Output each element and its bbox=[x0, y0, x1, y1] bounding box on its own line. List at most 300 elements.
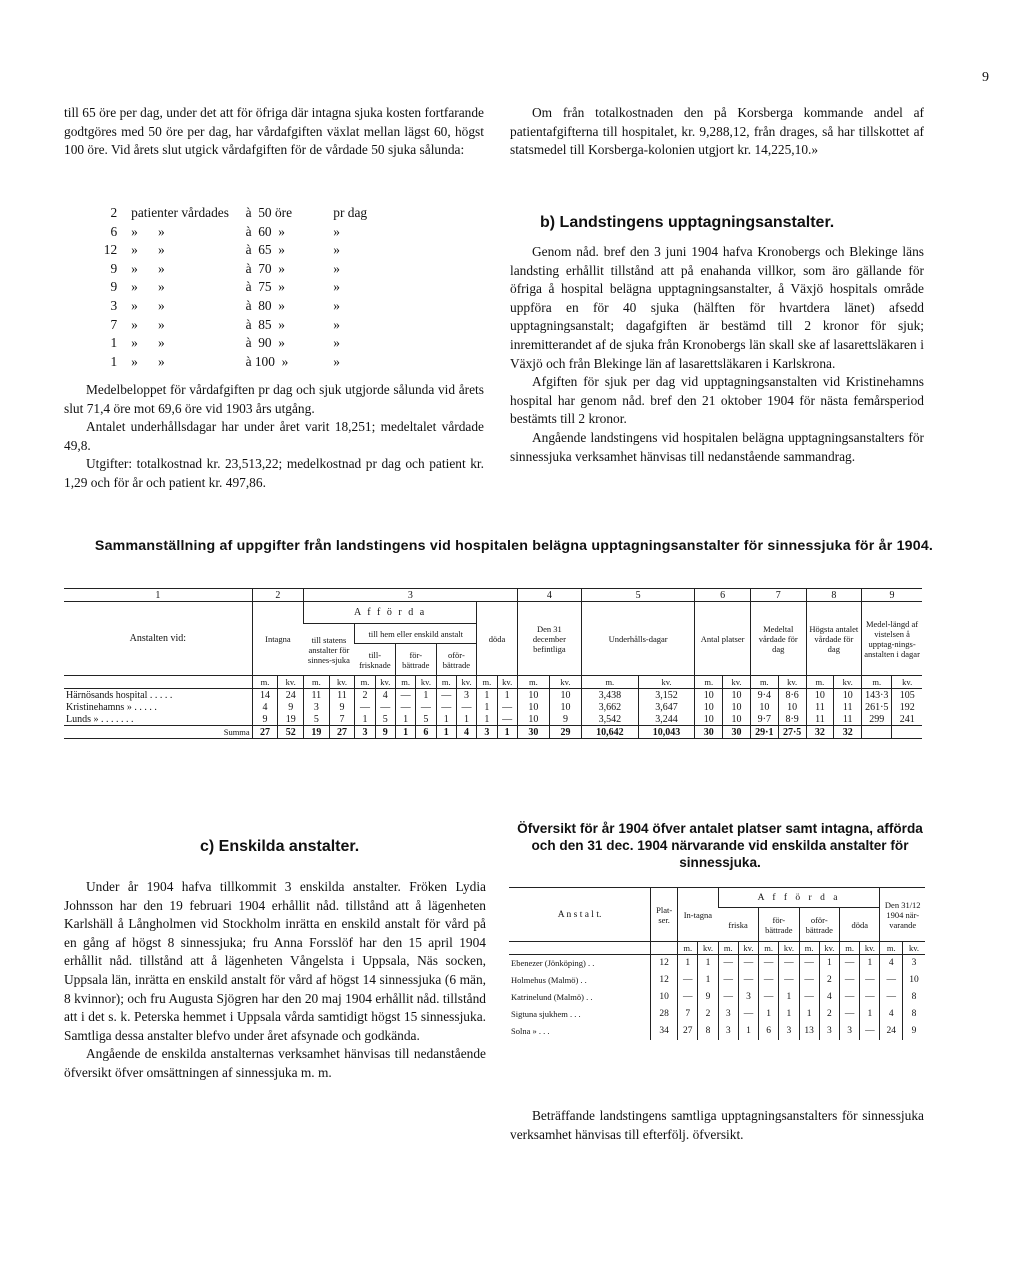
cell: 6 bbox=[759, 1023, 779, 1040]
mk-kv: kv. bbox=[375, 676, 395, 689]
cell: 4 bbox=[880, 1006, 902, 1023]
row-name bbox=[509, 972, 651, 989]
cell: 3 bbox=[779, 1023, 799, 1040]
institution-name: Sigtuna sjukhem bbox=[511, 1009, 568, 1019]
care-label: » » bbox=[131, 223, 165, 239]
mk-kv: kv. bbox=[738, 942, 758, 955]
t2-header-platser: Plat-ser. bbox=[651, 888, 678, 942]
cell: 10 bbox=[778, 701, 806, 713]
mk-kv: kv. bbox=[638, 676, 695, 689]
summa-cell bbox=[862, 726, 892, 739]
cell: 1 bbox=[698, 972, 718, 989]
cell: — bbox=[416, 701, 436, 713]
colnum-4: 4 bbox=[517, 589, 581, 602]
cell: 27 bbox=[678, 1023, 698, 1040]
summa-cell: 1 bbox=[497, 726, 517, 739]
table2-title: Öfversikt för år 1904 öfver antalet platser samt intagna, afförda och den 31 dec. 1904 närvarande vid enskilda anstalter för sinnessjuka. bbox=[517, 821, 923, 870]
leader-dots: . . bbox=[587, 958, 595, 969]
mk-kv: kv. bbox=[779, 942, 799, 955]
hospital-name: Kristinehamns » bbox=[66, 701, 132, 713]
care-label: » » bbox=[131, 335, 165, 351]
cell: 3,244 bbox=[638, 713, 695, 726]
mk-kv: kv. bbox=[902, 942, 925, 955]
care-rate: à 80 » bbox=[245, 297, 285, 313]
summa-cell: 6 bbox=[416, 726, 436, 739]
cell: 1 bbox=[355, 713, 375, 726]
summa-cell: 30 bbox=[723, 726, 751, 739]
care-unit: » bbox=[333, 297, 340, 313]
cell: 11 bbox=[806, 713, 834, 726]
cell: — bbox=[840, 989, 860, 1006]
header-doda: döda bbox=[477, 602, 518, 676]
cell: 8 bbox=[902, 1006, 925, 1023]
leader-dots: . . . . . . . bbox=[101, 713, 134, 725]
cell: — bbox=[860, 989, 880, 1006]
cell: — bbox=[718, 972, 738, 989]
leader-dots: . . . bbox=[538, 1026, 550, 1036]
cell: 1 bbox=[456, 713, 476, 726]
t2-header-den31: Den 31/12 1904 när-varande bbox=[880, 888, 925, 942]
care-row bbox=[100, 353, 400, 372]
cell: — bbox=[355, 701, 375, 713]
cell: 2 bbox=[819, 972, 839, 989]
summa-cell: 30 bbox=[695, 726, 723, 739]
colnum-8: 8 bbox=[806, 589, 862, 602]
cell: 1 bbox=[779, 989, 799, 1006]
care-count: 2 bbox=[110, 205, 118, 220]
angaende2-paragraph: Angående de enskilda anstalternas verksamhet hänvisas till nedanstående öfversikt öfver omsättningen af sinnessjuka m. m. bbox=[64, 1046, 486, 1080]
angaende-paragraph: Angående landstingens vid hospitalen belägna upptagningsanstalters för sinnessjuka verksamhet hänvisas till nedanstående sammandrag. bbox=[510, 429, 924, 464]
summa-cell: 10,043 bbox=[638, 726, 695, 739]
cell: 3 bbox=[738, 989, 758, 1006]
care-row bbox=[100, 223, 400, 242]
right-column-bottom bbox=[510, 1107, 924, 1144]
cell: 9·4 bbox=[750, 689, 778, 702]
cell: 11 bbox=[834, 701, 862, 713]
cell: — bbox=[738, 972, 758, 989]
cell: 10 bbox=[723, 689, 751, 702]
cell: 19 bbox=[278, 713, 304, 726]
cell: 3,152 bbox=[638, 689, 695, 702]
cell: — bbox=[799, 955, 819, 972]
summa-cell: 4 bbox=[456, 726, 476, 739]
header-oforbattrade: oför-bättrade bbox=[436, 644, 477, 676]
care-unit: » bbox=[333, 260, 340, 276]
cell: 2 bbox=[698, 1006, 718, 1023]
cell: 3 bbox=[819, 1023, 839, 1040]
cell: 1 bbox=[477, 689, 497, 702]
left-column-mid bbox=[64, 381, 484, 493]
care-count: 9 bbox=[110, 260, 118, 276]
cell: 5 bbox=[416, 713, 436, 726]
places-cell: 12 bbox=[651, 972, 678, 989]
cell: 1 bbox=[819, 955, 839, 972]
cell: 3,542 bbox=[581, 713, 638, 726]
table-row bbox=[509, 972, 925, 989]
summa-cell: 29 bbox=[549, 726, 581, 739]
t2-header-oforb: oför-bättrade bbox=[799, 908, 839, 942]
cell: — bbox=[880, 972, 902, 989]
header-hogsta: Högsta antalet vårdade för dag bbox=[806, 602, 862, 676]
cell: — bbox=[395, 689, 415, 702]
institution-name: Solna » bbox=[511, 1026, 537, 1036]
table1-mk-row bbox=[64, 676, 922, 689]
cell: 10 bbox=[695, 689, 723, 702]
mk-m: m. bbox=[759, 942, 779, 955]
table1-title: Sammanställning af uppgifter från landstingens vid hospitalen belägna upptagningsanstalter för sinnessjuka för år 1904. bbox=[94, 538, 934, 554]
cell: 24 bbox=[880, 1023, 902, 1040]
t2-header-intagna: In-tagna bbox=[678, 888, 718, 942]
cell: 8·6 bbox=[778, 689, 806, 702]
cell: — bbox=[718, 955, 738, 972]
cell: — bbox=[497, 701, 517, 713]
cell: 3 bbox=[456, 689, 476, 702]
intro-paragraph: till 65 öre per dag, under det att för öfriga där intagna sjuka kosten fortfarande godtgöres med 50 öre per dag, har vårdafgiften växlat mellan lägst 60, högst 100 öre. Vid årets slut utgick vårdafgiften för de vårdade 50 sjuka sålunda: bbox=[64, 105, 484, 158]
cell: 1 bbox=[860, 955, 880, 972]
cell: 9 bbox=[329, 701, 355, 713]
cell: 4 bbox=[375, 689, 395, 702]
care-count: 3 bbox=[110, 297, 118, 313]
cell: 1 bbox=[477, 701, 497, 713]
colnum-2: 2 bbox=[252, 589, 303, 602]
cell: — bbox=[759, 972, 779, 989]
cell: 9 bbox=[278, 701, 304, 713]
cell: 1 bbox=[416, 689, 436, 702]
mk-m: m. bbox=[517, 676, 549, 689]
cell: — bbox=[456, 701, 476, 713]
summa-cell: 32 bbox=[834, 726, 862, 739]
care-label: » » bbox=[131, 242, 165, 258]
cell: — bbox=[718, 989, 738, 1006]
header-anstalten: Anstalten vid: bbox=[129, 633, 187, 644]
cell: 1 bbox=[738, 1023, 758, 1040]
afgiften-paragraph: Afgiften för sjuk per dag vid upptagningsanstalten vid Kristinehamns hospital har genom nåd. bref den 21 oktober 1904 för nästa femårsperiod bestämts till 2 kronor. bbox=[510, 374, 924, 427]
cell: 105 bbox=[892, 689, 922, 702]
cell: 10 bbox=[723, 701, 751, 713]
cell: 2 bbox=[819, 1006, 839, 1023]
cell: — bbox=[860, 972, 880, 989]
cell: — bbox=[840, 972, 860, 989]
care-unit: » bbox=[333, 242, 340, 258]
cell: 5 bbox=[375, 713, 395, 726]
cell: 1 bbox=[759, 1006, 779, 1023]
care-unit: » bbox=[333, 279, 340, 295]
cell: 1 bbox=[698, 955, 718, 972]
row-name bbox=[509, 1023, 651, 1040]
utgifter-paragraph: Utgifter: totalkostnad kr. 23,513,22; medelkostnad pr dag och patient kr. 1,29 och för år och patient kr. 497,86. bbox=[64, 456, 484, 490]
summa-label: Summa bbox=[64, 726, 252, 739]
mk-m: m. bbox=[880, 942, 902, 955]
summa-cell: 27·5 bbox=[778, 726, 806, 739]
cell: 8 bbox=[698, 1023, 718, 1040]
mk-m: m. bbox=[252, 676, 278, 689]
header-medellangd: Medel-längd af vistelsen å upptag-nings-anstalten i dagar bbox=[862, 602, 922, 676]
cell: 10 bbox=[549, 701, 581, 713]
cell: 14 bbox=[252, 689, 278, 702]
places-cell: 12 bbox=[651, 955, 678, 972]
colnum-1: 1 bbox=[64, 589, 252, 602]
cell: — bbox=[779, 955, 799, 972]
cell: 1 bbox=[678, 955, 698, 972]
mk-kv: kv. bbox=[892, 676, 922, 689]
cell: 10 bbox=[834, 689, 862, 702]
mk-m: m. bbox=[750, 676, 778, 689]
cell: 241 bbox=[892, 713, 922, 726]
cell: 3 bbox=[902, 955, 925, 972]
header-hem: till hem eller enskild anstalt bbox=[355, 624, 477, 644]
cell: 261·5 bbox=[862, 701, 892, 713]
header-statens: till statens anstalter för sinnes-sjuka bbox=[304, 624, 355, 676]
care-row bbox=[100, 334, 400, 353]
row-name bbox=[64, 689, 252, 702]
mk-empty bbox=[651, 942, 678, 955]
cell: 2 bbox=[355, 689, 375, 702]
mk-kv: kv. bbox=[860, 942, 880, 955]
antal-paragraph: Antalet underhållsdagar har under året varit 18,251; medeltalet vårdade 49,8. bbox=[64, 419, 484, 453]
row-name bbox=[64, 713, 252, 726]
table1 bbox=[64, 588, 922, 739]
summa-cell: 9 bbox=[375, 726, 395, 739]
table1-summa-row bbox=[64, 726, 922, 739]
colnum-9: 9 bbox=[862, 589, 922, 602]
cell: 1 bbox=[799, 1006, 819, 1023]
places-cell: 10 bbox=[651, 989, 678, 1006]
om-paragraph: Om från totalkostnaden den på Korsberga kommande andel af patientafgifterna till hospitalet, kr. 9,288,12, från drages, så har tillskottet af statsmedel till Korsberga-kolonien utgjort kr. 14,225,10.» bbox=[510, 105, 924, 158]
right-column-mid bbox=[510, 243, 924, 466]
colnum-7: 7 bbox=[750, 589, 806, 602]
cell: 10 bbox=[517, 701, 549, 713]
cell: 8·9 bbox=[778, 713, 806, 726]
care-row bbox=[100, 204, 400, 223]
table1-colnum-row bbox=[64, 589, 922, 602]
header-intagna: Intagna bbox=[252, 602, 303, 676]
care-unit: pr dag bbox=[333, 205, 368, 220]
care-row bbox=[100, 297, 400, 316]
summa-cell: 30 bbox=[517, 726, 549, 739]
cell: — bbox=[799, 989, 819, 1006]
mk-m: m. bbox=[695, 676, 723, 689]
cell: 11 bbox=[329, 689, 355, 702]
mk-m: m. bbox=[581, 676, 638, 689]
mk-m: m. bbox=[799, 942, 819, 955]
care-count: 12 bbox=[103, 242, 118, 258]
t2-header-forb: för-bättrade bbox=[759, 908, 799, 942]
table-row bbox=[64, 701, 922, 713]
table2 bbox=[509, 887, 925, 1040]
cell: 9·7 bbox=[750, 713, 778, 726]
cell: — bbox=[880, 989, 902, 1006]
mk-m: m. bbox=[678, 942, 698, 955]
cell: 10 bbox=[750, 701, 778, 713]
mk-m: m. bbox=[436, 676, 456, 689]
cell: 7 bbox=[678, 1006, 698, 1023]
cell: 299 bbox=[862, 713, 892, 726]
care-rate: à 90 » bbox=[245, 335, 285, 351]
care-rate: à 85 » bbox=[245, 316, 285, 332]
cell: 3,662 bbox=[581, 701, 638, 713]
care-row bbox=[100, 278, 400, 297]
cell: 10 bbox=[902, 972, 925, 989]
cell: 3 bbox=[718, 1006, 738, 1023]
cell: 1 bbox=[395, 713, 415, 726]
cell: 1 bbox=[860, 1006, 880, 1023]
table-row bbox=[509, 955, 925, 972]
summa-cell: 3 bbox=[355, 726, 375, 739]
cell: — bbox=[779, 972, 799, 989]
cell: 10 bbox=[695, 713, 723, 726]
cell: 1 bbox=[779, 1006, 799, 1023]
left-column-bottom bbox=[64, 878, 486, 1083]
cell: 3 bbox=[840, 1023, 860, 1040]
cell: 3 bbox=[304, 701, 330, 713]
cell: 192 bbox=[892, 701, 922, 713]
cell: 4 bbox=[252, 701, 278, 713]
summa-cell: 27 bbox=[329, 726, 355, 739]
care-unit: » bbox=[333, 316, 340, 332]
cell: 143·3 bbox=[862, 689, 892, 702]
under-paragraph: Under år 1904 hafva tillkommit 3 enskilda anstalter. Fröken Lydia Johnsson har den 19 februari 1904 erhållit nåd. tillstånd att å lägenheten Karlshäll å Långholmen vid Stockholm inrätta en enskild anstalt för vård på en gång af högst 8 sinnessjuka; fru Anna Forsslöf har den 15 april 1904 erhållit nåd. tillstånd att å lägenheten Vångelsta i Uppsala, Näs socken, Uppsala län, inrätta en enskild anstalt för vård af högst 14 sinnessjuka (6 män, 8 kvinnor); och fru Augusta Sjögren har den 20 maj 1904 erhållit nåd. tillstånd att i det s. k. Peterska hemmet i Uppsala vårda samtidigt högst 15 sinnessjuka. Samtliga dessa anstalter blefvo under året afsynade och godkända. bbox=[64, 879, 486, 1043]
mk-m: m. bbox=[840, 942, 860, 955]
leader-dots: . . . . . bbox=[134, 701, 157, 713]
cell: 1 bbox=[497, 689, 517, 702]
betraffande-paragraph: Beträffande landstingens samtliga upptagningsanstalters för sinnessjuka verksamhet hänvisas till efterfölj. öfversikt. bbox=[510, 1108, 924, 1142]
hospital-name: Lunds » bbox=[66, 713, 99, 725]
leader-dots: . . . bbox=[570, 1009, 581, 1019]
summa-cell: 29·1 bbox=[750, 726, 778, 739]
care-label: » » bbox=[131, 353, 165, 369]
cell: — bbox=[678, 972, 698, 989]
cell: — bbox=[840, 955, 860, 972]
header-platser: Antal platser bbox=[695, 602, 751, 676]
heading-c: c) Enskilda anstalter. bbox=[200, 838, 360, 855]
care-unit: » bbox=[333, 335, 340, 351]
care-row bbox=[100, 316, 400, 335]
cell: 24 bbox=[278, 689, 304, 702]
mk-kv: kv. bbox=[698, 942, 718, 955]
care-label: » » bbox=[131, 260, 165, 276]
care-count: 6 bbox=[110, 223, 118, 239]
care-label: » » bbox=[131, 297, 165, 313]
care-count: 1 bbox=[110, 353, 118, 369]
table-row bbox=[509, 989, 925, 1006]
cell: — bbox=[738, 1006, 758, 1023]
care-unit: » bbox=[333, 223, 340, 239]
institution-name: Ebenezer (Jönköping) bbox=[511, 958, 586, 969]
places-cell: 28 bbox=[651, 1006, 678, 1023]
summa-cell: 32 bbox=[806, 726, 834, 739]
colnum-5: 5 bbox=[581, 589, 694, 602]
summa-cell: 27 bbox=[252, 726, 278, 739]
t2-header-anstalt: A n s t a l t. bbox=[509, 888, 651, 942]
row-name bbox=[64, 701, 252, 713]
summa-cell: 3 bbox=[477, 726, 497, 739]
cell: 9 bbox=[698, 989, 718, 1006]
table-row bbox=[509, 1023, 925, 1040]
mk-kv: kv. bbox=[416, 676, 436, 689]
care-rate: à 50 öre bbox=[245, 205, 293, 220]
cell: 11 bbox=[304, 689, 330, 702]
cell: — bbox=[799, 972, 819, 989]
cell: 1 bbox=[477, 713, 497, 726]
cell: 3 bbox=[718, 1023, 738, 1040]
care-row bbox=[100, 260, 400, 279]
cell: — bbox=[840, 1006, 860, 1023]
care-rate: à 60 » bbox=[245, 223, 285, 239]
summa-cell: 10,642 bbox=[581, 726, 638, 739]
table-row bbox=[64, 713, 922, 726]
leader-dots: . . bbox=[580, 975, 587, 985]
mk-kv: kv. bbox=[819, 942, 839, 955]
cell: — bbox=[738, 955, 758, 972]
cell: 4 bbox=[880, 955, 902, 972]
cell: — bbox=[436, 689, 456, 702]
summa-cell: 1 bbox=[395, 726, 415, 739]
mk-kv: kv. bbox=[278, 676, 304, 689]
cell: 13 bbox=[799, 1023, 819, 1040]
header-medeltal: Medeltal vårdade för dag bbox=[750, 602, 806, 676]
cell: 10 bbox=[517, 713, 549, 726]
medel-paragraph: Medelbeloppet för vårdafgiften pr dag och sjuk utgjorde sålunda vid årets slut 71,4 öre mot 69,6 öre vid 1903 års utgång. bbox=[64, 382, 484, 416]
care-rate: à 100 » bbox=[245, 353, 289, 369]
t2-header-friska: friska bbox=[718, 908, 758, 942]
care-fee-list bbox=[100, 204, 400, 371]
t2-header-afforda: A f f ö r d a bbox=[718, 888, 880, 908]
header-afforda: A f f ö r d a bbox=[304, 602, 477, 624]
cell: 9 bbox=[549, 713, 581, 726]
care-count: 7 bbox=[110, 316, 118, 332]
table-row bbox=[509, 1006, 925, 1023]
cell: 5 bbox=[304, 713, 330, 726]
care-rate: à 65 » bbox=[245, 242, 285, 258]
cell: 10 bbox=[549, 689, 581, 702]
institution-name: Katrinelund (Malmö) bbox=[511, 992, 584, 1002]
colnum-3: 3 bbox=[304, 589, 518, 602]
mk-kv: kv. bbox=[549, 676, 581, 689]
care-count: 1 bbox=[110, 335, 118, 351]
t2-header-doda: döda bbox=[840, 908, 880, 942]
mk-empty bbox=[64, 676, 252, 689]
row-name bbox=[509, 955, 651, 972]
care-label: » » bbox=[131, 316, 165, 332]
places-cell: 34 bbox=[651, 1023, 678, 1040]
cell: 10 bbox=[723, 713, 751, 726]
mk-m: m. bbox=[395, 676, 415, 689]
leader-dots: . . . . . bbox=[149, 689, 173, 701]
cell: — bbox=[759, 989, 779, 1006]
mk-kv: kv. bbox=[723, 676, 751, 689]
cell: 9 bbox=[252, 713, 278, 726]
cell: 10 bbox=[695, 701, 723, 713]
mk-kv: kv. bbox=[329, 676, 355, 689]
cell: 3,647 bbox=[638, 701, 695, 713]
hospital-name: Härnösands hospital bbox=[66, 689, 148, 701]
care-count: 9 bbox=[110, 279, 118, 295]
leader-dots: . . bbox=[586, 992, 593, 1002]
right-column-top bbox=[510, 104, 924, 160]
header-tillfrisknade: till-frisknade bbox=[355, 644, 396, 676]
mk-m: m. bbox=[806, 676, 834, 689]
cell: — bbox=[395, 701, 415, 713]
mk-m: m. bbox=[355, 676, 375, 689]
care-rate: à 70 » bbox=[245, 260, 285, 276]
cell: 8 bbox=[902, 989, 925, 1006]
cell: 1 bbox=[436, 713, 456, 726]
header-den31: Den 31 december befintliga bbox=[517, 602, 581, 676]
mk-kv: kv. bbox=[778, 676, 806, 689]
cell: — bbox=[497, 713, 517, 726]
summa-cell: 19 bbox=[304, 726, 330, 739]
mk-kv: kv. bbox=[456, 676, 476, 689]
